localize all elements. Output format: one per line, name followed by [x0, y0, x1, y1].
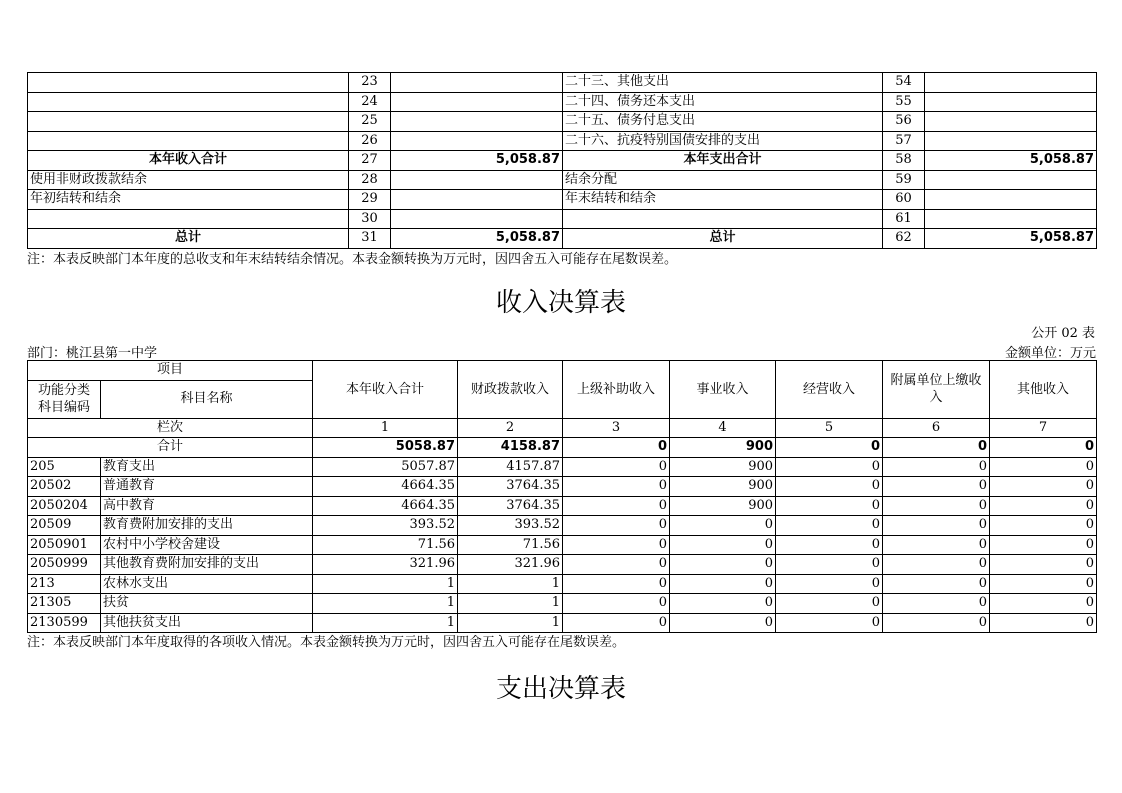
summary-right-label — [563, 209, 883, 229]
amount-cell: 0 — [670, 594, 776, 614]
table-row — [28, 613, 1097, 633]
total-value-4: 900 — [670, 438, 776, 458]
summary-row — [28, 92, 1097, 112]
summary-note: 注：本表反映部门本年度的总收支和年末结转结余情况。本表金额转换为万元时，因四舍五入可能存在尾数误差。 — [27, 252, 678, 267]
income-table-title: 收入决算表 — [495, 288, 626, 318]
amount-cell: 71.56 — [313, 535, 458, 555]
subject-name: 扶贫 — [101, 594, 313, 614]
amount-cell: 3764.35 — [458, 477, 563, 497]
department-row — [27, 342, 1096, 360]
amount-cell: 0 — [990, 594, 1097, 614]
summary-right-no: 55 — [883, 92, 925, 112]
summary-row — [28, 209, 1097, 229]
summary-right-label: 年末结转和结余 — [563, 190, 883, 210]
summary-left-value — [391, 112, 563, 132]
summary-right-value: 5,058.87 — [925, 229, 1097, 249]
total-value-1: 5058.87 — [313, 438, 458, 458]
summary-right-value — [925, 73, 1097, 93]
amount-cell: 0 — [990, 457, 1097, 477]
table-row — [28, 516, 1097, 536]
amount-cell: 0 — [883, 574, 990, 594]
summary-left-label: 年初结转和结余 — [28, 190, 349, 210]
amount-cell: 0 — [990, 516, 1097, 536]
amount-cell: 0 — [883, 457, 990, 477]
summary-left-label: 本年收入合计 — [28, 151, 349, 171]
amount-cell: 0 — [990, 496, 1097, 516]
amount-cell: 0 — [563, 477, 670, 497]
amount-cell: 0 — [776, 496, 883, 516]
header-subject-name: 科目名称 — [101, 380, 313, 418]
amount-cell: 321.96 — [458, 555, 563, 575]
header-col-2: 财政拨款收入 — [458, 361, 563, 419]
summary-left-label: 使用非财政拨款结余 — [28, 170, 349, 190]
amount-cell: 3764.35 — [458, 496, 563, 516]
amount-cell: 900 — [670, 457, 776, 477]
summary-row — [28, 151, 1097, 171]
summary-right-label: 本年支出合计 — [563, 151, 883, 171]
header-func-code: 功能分类 科目编码 — [28, 380, 101, 418]
amount-cell: 0 — [990, 613, 1097, 633]
summary-right-no: 62 — [883, 229, 925, 249]
header-col-label: 栏次 — [28, 418, 313, 438]
income-table — [27, 360, 1097, 633]
amount-cell: 0 — [563, 555, 670, 575]
summary-row — [28, 131, 1097, 151]
amount-cell: 0 — [883, 535, 990, 555]
total-value-7: 0 — [990, 438, 1097, 458]
col-number-3: 3 — [563, 418, 670, 438]
summary-right-label: 二十四、债务还本支出 — [563, 92, 883, 112]
amount-cell: 0 — [670, 516, 776, 536]
amount-cell: 393.52 — [458, 516, 563, 536]
summary-left-no: 26 — [349, 131, 391, 151]
table-row — [28, 535, 1097, 555]
amount-cell: 0 — [776, 555, 883, 575]
header-col-3: 上级补助收入 — [563, 361, 670, 419]
amount-cell: 0 — [670, 555, 776, 575]
amount-unit-label: 金额单位：万元 — [1004, 346, 1096, 361]
income-table-body — [28, 457, 1097, 633]
subject-code: 20509 — [28, 516, 101, 536]
summary-left-no: 29 — [349, 190, 391, 210]
amount-cell: 1 — [313, 574, 458, 594]
amount-cell: 0 — [990, 477, 1097, 497]
summary-right-no: 57 — [883, 131, 925, 151]
summary-right-no: 59 — [883, 170, 925, 190]
summary-right-value — [925, 92, 1097, 112]
total-value-3: 0 — [563, 438, 670, 458]
amount-cell: 4157.87 — [458, 457, 563, 477]
summary-left-no: 28 — [349, 170, 391, 190]
subject-code: 205 — [28, 457, 101, 477]
total-value-2: 4158.87 — [458, 438, 563, 458]
amount-cell: 1 — [458, 594, 563, 614]
summary-table-body — [28, 73, 1097, 249]
summary-left-value — [391, 73, 563, 93]
amount-cell: 0 — [883, 613, 990, 633]
table-row — [28, 574, 1097, 594]
amount-cell: 0 — [776, 457, 883, 477]
amount-cell: 1 — [313, 613, 458, 633]
summary-right-no: 56 — [883, 112, 925, 132]
summary-right-value — [925, 190, 1097, 210]
summary-table — [27, 72, 1097, 249]
subject-code: 21305 — [28, 594, 101, 614]
amount-cell: 0 — [883, 496, 990, 516]
amount-cell: 0 — [563, 516, 670, 536]
summary-row — [28, 229, 1097, 249]
table-row — [28, 477, 1097, 497]
amount-cell: 900 — [670, 477, 776, 497]
amount-cell: 0 — [883, 516, 990, 536]
amount-cell: 0 — [563, 574, 670, 594]
header-col-4: 事业收入 — [670, 361, 776, 419]
col-number-1: 1 — [313, 418, 458, 438]
summary-row — [28, 170, 1097, 190]
amount-cell: 0 — [883, 594, 990, 614]
amount-cell: 0 — [563, 457, 670, 477]
amount-cell: 1 — [313, 594, 458, 614]
table-row — [28, 594, 1097, 614]
summary-left-no: 25 — [349, 112, 391, 132]
col-number-6: 6 — [883, 418, 990, 438]
summary-row — [28, 190, 1097, 210]
amount-cell: 0 — [563, 496, 670, 516]
amount-cell: 0 — [990, 574, 1097, 594]
amount-cell: 0 — [883, 477, 990, 497]
subject-name: 普通教育 — [101, 477, 313, 497]
col-number-5: 5 — [776, 418, 883, 438]
amount-cell: 0 — [776, 477, 883, 497]
amount-cell: 0 — [776, 535, 883, 555]
summary-right-no: 54 — [883, 73, 925, 93]
summary-left-no: 23 — [349, 73, 391, 93]
subject-code: 213 — [28, 574, 101, 594]
summary-left-label — [28, 92, 349, 112]
subject-code: 2050999 — [28, 555, 101, 575]
table-row — [28, 457, 1097, 477]
summary-left-label: 总计 — [28, 229, 349, 249]
amount-cell: 1 — [458, 613, 563, 633]
amount-cell: 0 — [776, 613, 883, 633]
amount-cell: 321.96 — [313, 555, 458, 575]
summary-left-value: 5,058.87 — [391, 229, 563, 249]
total-value-5: 0 — [776, 438, 883, 458]
summary-right-label: 二十五、债务付息支出 — [563, 112, 883, 132]
summary-right-no: 61 — [883, 209, 925, 229]
amount-cell: 0 — [670, 535, 776, 555]
amount-cell: 900 — [670, 496, 776, 516]
subject-name: 其他教育费附加安排的支出 — [101, 555, 313, 575]
department-label: 部门：桃江县第一中学 — [27, 346, 158, 361]
header-item: 项目 — [28, 361, 313, 381]
col-number-7: 7 — [990, 418, 1097, 438]
summary-right-label: 结余分配 — [563, 170, 883, 190]
summary-left-label — [28, 209, 349, 229]
table-code: 公开 02 表 — [1031, 326, 1095, 341]
col-number-2: 2 — [458, 418, 563, 438]
subject-code: 2050901 — [28, 535, 101, 555]
total-row-label: 合计 — [28, 438, 313, 458]
summary-right-value: 5,058.87 — [925, 151, 1097, 171]
header-col-1: 本年收入合计 — [313, 361, 458, 419]
table-row — [28, 496, 1097, 516]
subject-name: 教育费附加安排的支出 — [101, 516, 313, 536]
amount-cell: 0 — [670, 574, 776, 594]
subject-name: 其他扶贫支出 — [101, 613, 313, 633]
subject-name: 教育支出 — [101, 457, 313, 477]
col-number-4: 4 — [670, 418, 776, 438]
amount-cell: 1 — [458, 574, 563, 594]
amount-cell: 4664.35 — [313, 477, 458, 497]
total-value-6: 0 — [883, 438, 990, 458]
amount-cell: 0 — [883, 555, 990, 575]
summary-right-value — [925, 209, 1097, 229]
summary-left-value — [391, 209, 563, 229]
header-col-6: 附属单位上缴收入 — [883, 361, 990, 419]
summary-left-no: 31 — [349, 229, 391, 249]
summary-right-label: 二十三、其他支出 — [563, 73, 883, 93]
header-col-5: 经营收入 — [776, 361, 883, 419]
summary-left-no: 30 — [349, 209, 391, 229]
amount-cell: 5057.87 — [313, 457, 458, 477]
amount-cell: 71.56 — [458, 535, 563, 555]
summary-left-value — [391, 170, 563, 190]
expense-table-title: 支出决算表 — [495, 674, 626, 704]
amount-cell: 0 — [563, 535, 670, 555]
summary-right-value — [925, 112, 1097, 132]
subject-code: 20502 — [28, 477, 101, 497]
amount-cell: 0 — [776, 594, 883, 614]
summary-left-value: 5,058.87 — [391, 151, 563, 171]
summary-row — [28, 112, 1097, 132]
amount-cell: 4664.35 — [313, 496, 458, 516]
subject-name: 高中教育 — [101, 496, 313, 516]
amount-cell: 0 — [563, 613, 670, 633]
summary-left-no: 24 — [349, 92, 391, 112]
summary-left-label — [28, 112, 349, 132]
amount-cell: 0 — [776, 516, 883, 536]
amount-cell: 0 — [990, 555, 1097, 575]
summary-left-label — [28, 73, 349, 93]
amount-cell: 0 — [670, 613, 776, 633]
income-note: 注：本表反映部门本年度取得的各项收入情况。本表金额转换为万元时，因四舍五入可能存在尾数误差。 — [27, 635, 626, 650]
summary-left-value — [391, 190, 563, 210]
subject-name: 农村中小学校舍建设 — [101, 535, 313, 555]
summary-left-value — [391, 92, 563, 112]
summary-right-no: 58 — [883, 151, 925, 171]
amount-cell: 0 — [776, 574, 883, 594]
subject-code: 2050204 — [28, 496, 101, 516]
amount-cell: 393.52 — [313, 516, 458, 536]
summary-right-value — [925, 131, 1097, 151]
summary-right-label: 二十六、抗疫特别国债安排的支出 — [563, 131, 883, 151]
summary-left-label — [28, 131, 349, 151]
subject-code: 2130599 — [28, 613, 101, 633]
header-col-7: 其他收入 — [990, 361, 1097, 419]
amount-cell: 0 — [563, 594, 670, 614]
amount-cell: 0 — [990, 535, 1097, 555]
summary-right-value — [925, 170, 1097, 190]
summary-right-label: 总计 — [563, 229, 883, 249]
table-row — [28, 555, 1097, 575]
subject-name: 农林水支出 — [101, 574, 313, 594]
summary-right-no: 60 — [883, 190, 925, 210]
summary-row — [28, 73, 1097, 93]
summary-left-no: 27 — [349, 151, 391, 171]
summary-left-value — [391, 131, 563, 151]
